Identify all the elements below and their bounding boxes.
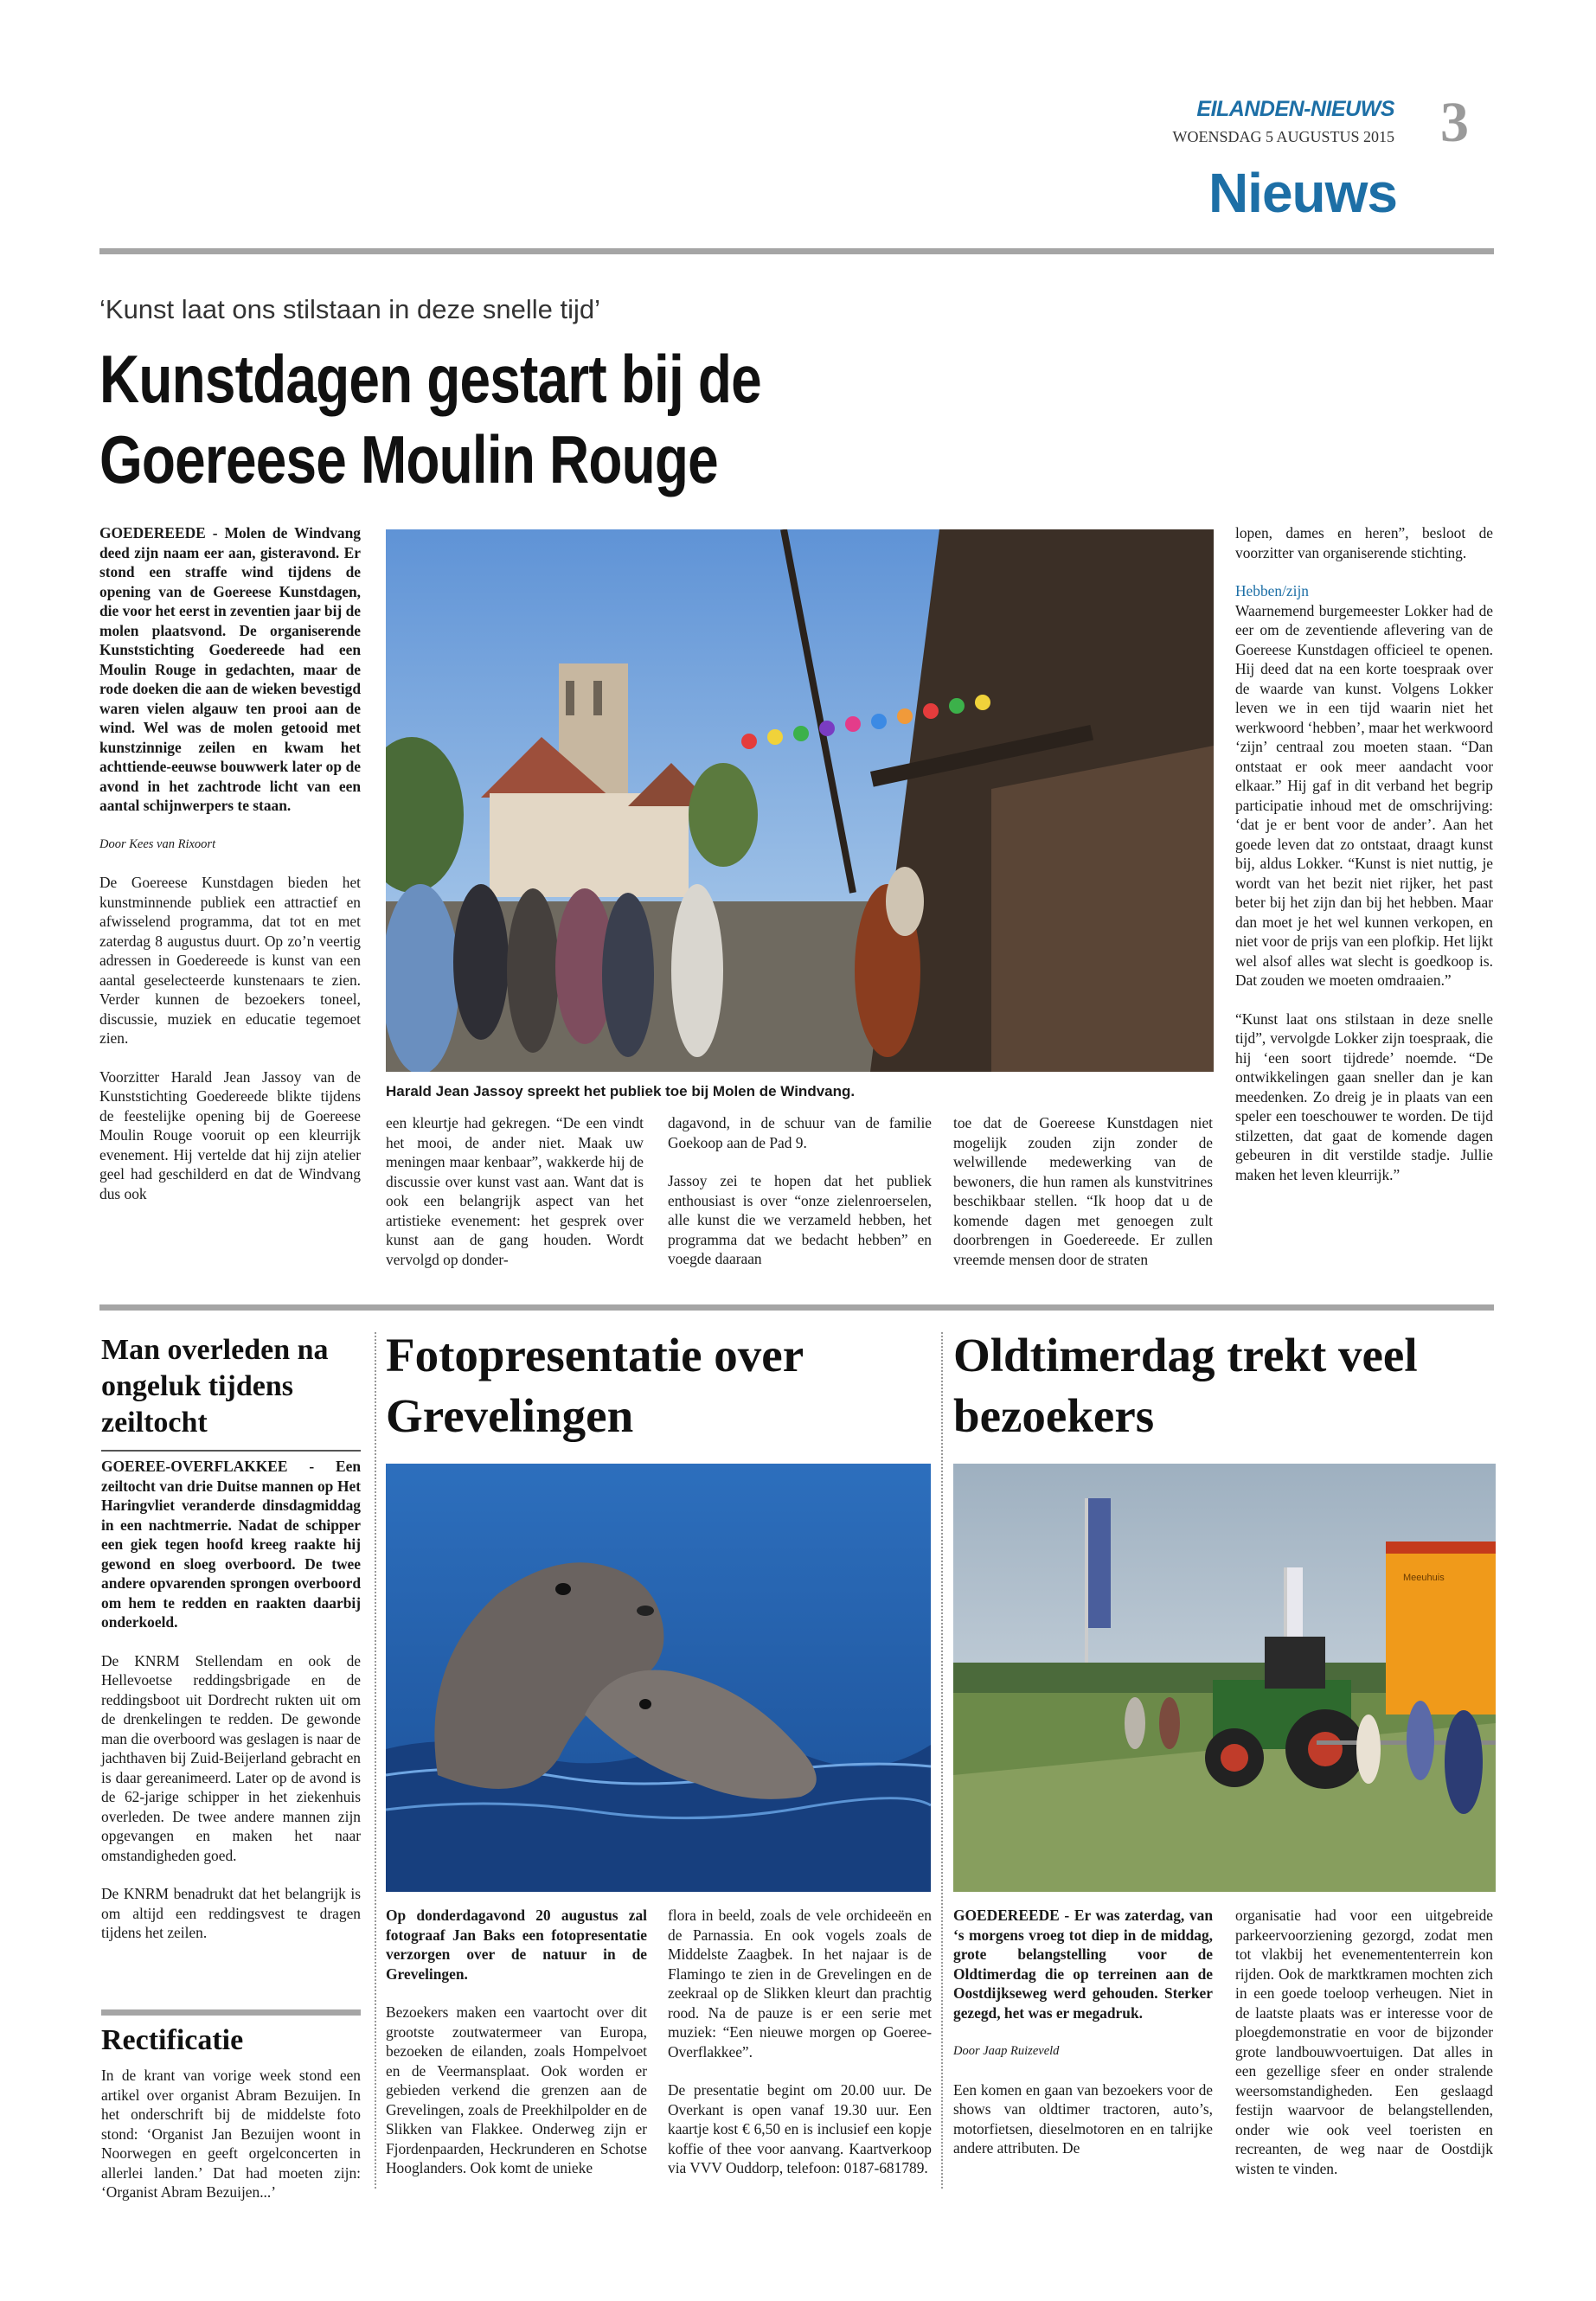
lead-col1-paragraph-1: De Goereese Kunstdagen bieden het kunstminnende publiek een attractief en afwisselend programma, dat tot en met zaterdag 8 augustus duurt. Op zo’n veertig adressen in Goedereede is kunst van een aantal geselecteerde kunstenaars te zien. Verder kunnen de bezoekers toneel, discussie, muziek en educatie tegemoet zien. [99, 874, 361, 1047]
sailing-rule [101, 1450, 361, 1452]
lead-column-2 [386, 1113, 644, 1288]
photo-intro: Op donderdagavond 20 augustus zal fotograaf Jan Baks een fotopresentatie verzorgen over de natuur in de Grevelingen. [386, 1907, 647, 1983]
lead-subhead: Hebben/zijn [1235, 582, 1309, 599]
photo-col1-paragraph: Bezoekers maken een vaartocht over dit grootste zoutwatermeer van Europa, bezoeken de eilanden, zoals Hompelvoet en de Veermansplaat. Ook worden er gebieden verkend die grenzen aan de Grevelingen, zoals de Preekhilpolder en de Slikken van Flakkee. Onderweg zijn er Fjordenpaarden, Heckrunderen en Schotse Hooglanders. Ook komt de unieke [386, 2003, 647, 2176]
oldtimer-photo-image [953, 1464, 1496, 1892]
correction-text: In de krant van vorige week stond een artikel over organist Abram Bezuijen. In het onderschrift bij de middelste foto stond: ‘Organist Jan Bezuijen woont in Noorwegen en geeft orgelconcerten in allerlei landen.’ Dat had moeten zijn: ‘Organist Abram Bezuijen...’ [101, 2067, 361, 2201]
lead-col3-paragraph-2: Jassoy zei te hopen dat het publiek enthousiast is over “onze zielenroerselen, alle kunst die we verzameld hebben, het programma dat we bedacht hebben” en voegde daaraan [668, 1172, 932, 1267]
sailing-paragraph-2: De KNRM benadrukt dat het belangrijk is om altijd een reddingsvest te dragen tijdens het zeilen. [101, 1885, 361, 1941]
lead-col1-paragraph-2: Voorzitter Harald Jean Jassoy van de Kunststichting Goedereede blikte tijdens de feestelijke opening bij de Goereese Moulin Rouge vooruit op een kleurrijk evenement. Hij vertelde dat hij zijn atelier geel had geschilderd en dat de Windvang dus ook [99, 1067, 361, 1202]
lead-column-1 [99, 523, 361, 1222]
lead-headline-line2: Goereese Moulin Rouge [99, 421, 718, 497]
seal-photo-image [386, 1464, 931, 1892]
issue-date: WOENSDAG 5 AUGUSTUS 2015 [1172, 128, 1394, 145]
lead-col3-paragraph-1: dagavond, in de schuur van de familie Goekoop aan de Pad 9. [668, 1114, 932, 1151]
correction-top-rule [101, 2009, 361, 2016]
oldtimer-headline-line2: bezoekers [953, 1389, 1155, 1442]
windmill-photo-image [386, 529, 1214, 1072]
lead-intro: GOEDEREEDE - Molen de Windvang deed zijn naam eer aan, gisteravond. Er stond een straffe wind tijdens de opening van de Goereese Kunstdagen, die voor het eerst in zeventien jaar bij de molen plaatsvond. De organiserende Kunststichting Goedereede had een Moulin Rouge in gedachten, maar de rode doeken die aan de wieken bevestigd waren vielen algauw ten prooi aan de wind. Wel was de molen getooid met kunstzinnige zeilen en kwam het achttiende-eeuwse bouwwerk later op de avond in het zachtrode licht van een aantal schijnwerpers te staan. [99, 524, 361, 814]
seal-photo [386, 1464, 931, 1892]
middle-rule [99, 1304, 1494, 1311]
oldtimer-headline-line1: Oldtimerdag trekt veel [953, 1329, 1418, 1381]
correction-headline: Rectificatie [101, 2024, 244, 2056]
oldtimer-intro: GOEDEREEDE - Er was zaterdag, van ‘s morgens vroeg tot diep in de middag, grote belangstelling voor de Oldtimerdag die op terreinen aan de Oostdijkseweg werd gehouden. Sterker gezegd, het was er megadruk. [953, 1907, 1213, 2022]
oldtimer-photo [953, 1464, 1496, 1892]
section-title: Nieuws [1208, 162, 1397, 224]
correction-body [101, 2066, 361, 2221]
photo-column-1 [386, 1906, 647, 2197]
oldtimer-byline: Door Jaap Ruizeveld [953, 2044, 1060, 2058]
oldtimer-column-2 [1235, 1906, 1493, 2197]
photo-column-2 [668, 1906, 932, 2197]
lead-column-5 [1235, 523, 1493, 1203]
lead-col4-paragraph: toe dat de Goereese Kunstdagen niet mogelijk zouden zijn zonder de welwillende medewerking van de bewoners, die hun ramen als kunstvitrines beschikbaar stellen. “Ik hoop dat u de komende dagen met genoegen zult doorbrengen in Goedereede. Er zullen vreemde mensen door de straten [953, 1114, 1213, 1268]
lead-column-3 [668, 1113, 932, 1288]
lead-col5-paragraph-1: lopen, dames en heren”, besloot de voorzitter van organiserende stichting. [1235, 524, 1493, 561]
page-number: 3 [1440, 91, 1469, 154]
column-divider-right [941, 1332, 943, 2189]
lead-col5-paragraph-3: “Kunst laat ons stilstaan in deze snelle tijd”, vervolgde Lokker zijn toespraak, die hij ‘een soort tijdrede’ noemde. “De ontwikkelingen gaan sneller dan je kan meedenken. Zo dreig je in plaats van een speler een toeschouwer te worden. De tijd stilzetten, dat gaat de komende dagen gebeuren in dit verstilde stadje. Jullie maken het leven kleurrijk.” [1235, 1009, 1493, 1183]
lead-col2-paragraph: een kleurtje had gekregen. “De een vindt het mooi, de ander niet. Maak uw meningen maar kenbaar”, wakkerde hij de discussie over kunst vast aan. Want dat is ook een belangrijk aspect van het artistieke evenement: het gesprek over kunst aan de gang houden. Wordt vervolgd op donder- [386, 1114, 644, 1268]
photo-headline-line1: Fotopresentatie over [386, 1329, 804, 1381]
windmill-photo-caption: Harald Jean Jassoy spreekt het publiek toe bij Molen de Windvang. [386, 1083, 856, 1099]
sailing-intro: GOEREE-OVERFLAKKEE - Een zeiltocht van drie Duitse mannen op Het Haringvliet veranderde dinsdagmiddag in een nachtmerrie. Nadat de schipper een giek tegen hoofd kreeg raakte hij gewond en sloeg overboord. De twee andere opvarenden sprongen overboord om hem te redden en raakten daarbij onderkoeld. [101, 1458, 361, 1631]
windmill-photo [386, 529, 1214, 1072]
oldtimer-column-1 [953, 1906, 1213, 2177]
sailing-paragraph-1: De KNRM Stellendam en ook de Hellevoetse reddingsbrigade en de reddingsboot uit Dordrecht rukten uit om de drenkelingen te redden. De gewonde man die overboord was geslagen is naar de jachthaven bij Zuid-Beijerland gebracht en is daar gereanimeerd. Later op de avond is de 62-jarige schipper in het ziekenhuis overleden. De twee andere mannen zijn opgevangen en maken het naar omstandigheden goed. [101, 1651, 361, 1864]
lead-headline-line1: Kunstdagen gestart bij de [99, 341, 761, 417]
oldtimer-col2-paragraph: organisatie had voor een uitgebreide parkeervoorziening gezorgd, zodat men tot vlakbij het evenemententerrein kon rijden. Ook de marktkramen mochten zich in een goede toeloop verheugen. Niet in de laatste plaats was er interesse voor de ploegdemonstratie en voor de bijzonder grote landbouwvoertuigen. Dat alles in een gezellige sfeer en onder stralende weersomstandigheden. Een geslaagd festijn waarvoor de belangstellenden, onder wie ook veel toeristen en recreanten, de weg naar de Oostdijk wisten te vinden. [1235, 1907, 1493, 2177]
sailing-headline: Man overleden na ongeluk tijdens zeiltocht [101, 1334, 329, 1439]
trailer-label: Meeuhuis [1403, 1573, 1445, 1583]
photo-col2-paragraph-2: De presentatie begint om 20.00 uur. De Overkant is open vanaf 19.30 uur. Een kaartje kost € 6,50 en is inclusief een kopje koffie of thee voor aanvang. Kaartverkoop via VVV Ouddorp, telefoon: 0187-681789. [668, 2081, 932, 2176]
column-divider-left [375, 1332, 376, 2189]
header-rule [99, 248, 1494, 254]
lead-kicker: ‘Kunst laat ons stilstaan in deze snelle tijd’ [99, 294, 600, 324]
photo-headline-line2: Grevelingen [386, 1389, 634, 1442]
lead-byline: Door Kees van Rixoort [99, 836, 216, 851]
oldtimer-col1-paragraph: Een komen en gaan van bezoekers voor de shows van oldtimer tractoren, auto’s, motorfietsen, dieselmotoren en en talrijke andere attributen. De [953, 2080, 1213, 2157]
lead-column-4 [953, 1113, 1213, 1288]
sailing-body [101, 1457, 361, 1962]
photo-col2-paragraph-1: flora in beeld, zoals de vele orchideeën en de Parnassia. En ook vogels zoals de Middelste Zaagbek. In het najaar is de Flamingo te zien in de Grevelingen en de zeekraal op de Slikken kleurt dan prachtig rood. Na de pauze is er een serie met muziek: “Een nieuwe morgen op Goeree-Overflakkee”. [668, 1907, 932, 2061]
paper-name: EILANDEN-NIEUWS [1196, 97, 1394, 121]
lead-col5-paragraph-2: Waarnemend burgemeester Lokker had de eer om de zeventiende aflevering van de Goereese Kunstdagen officieel te openen. Hij deed dat na een korte toespraak over de waarde van kunst. Volgens Lokker leven we in een tijd waarin niet het werkwoord ‘hebben’, maar het werkwoord ‘zijn’ centraal zou moeten staan. “Dan ontstaat er ook meer aandacht voor elkaar.” Hij gaf in dit verband het begrip participatie inhoud met de omschrijving: ‘dat je er bent voor de ander’. Aan het goede leven dat zo ontstaat, draagt kunst bij, aldus Lokker. “Kunst is niet nuttig, je wordt van het bezit niet rijker, het past beter bij het zijn dan bij het hebben. Maar dan moet je het wel kunnen verkopen, en niet voor de prijs van een plofkip. Het lijkt wel alsof alles wat slecht is goedkoop is. Dat zouden we moeten omdraaien.” [1235, 601, 1493, 989]
